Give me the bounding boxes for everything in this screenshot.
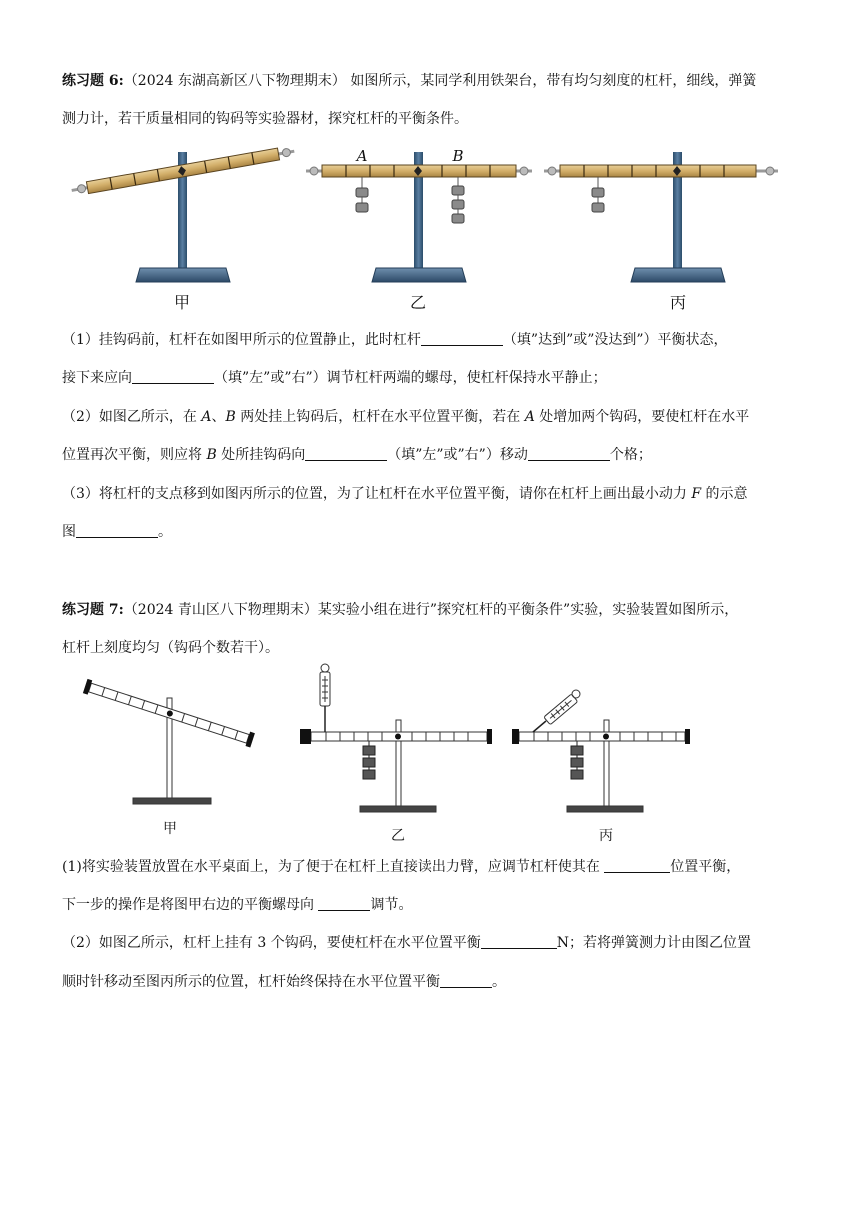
q6-p2-text-e: 处所挂钩码向 (216, 447, 306, 463)
q7-blank-4[interactable] (440, 973, 492, 988)
q7-yi-spring-scale (320, 664, 330, 732)
q7-p2-text-a: （2）如图乙所示，杠杆上挂有 3 个钩码，要使杠杆在水平位置平衡 (62, 935, 481, 951)
q6-p2-a2: A (524, 409, 535, 425)
q6-p1-text-b: （填”达到”或”没达到”）平衡状态， (502, 332, 728, 348)
q6-p1-text-d: （填”左”或”右”）调节杠杆两端的螺母，使杠杆保持水平静止； (214, 370, 607, 386)
q7-yi-weights (363, 741, 375, 779)
q6-p2-a: A (201, 409, 212, 425)
q7-blank-1[interactable] (604, 858, 670, 873)
q7-caption-jia: 甲 (163, 821, 177, 837)
q6-p2-text-d: 位置再次平衡，则应将 (62, 447, 207, 463)
q6-p2-b: B (225, 409, 236, 425)
q6-p3-text-a: （3）将杠杆的支点移到如图丙所示的位置，为了让杠杆在水平位置平衡，请你在杠杆上画出最小动力 (62, 486, 692, 502)
q7-bing-weights (571, 741, 583, 779)
q7-part2-line-2 (62, 972, 506, 992)
q6-p2-text-f: （填”左”或”右”）移动 (387, 447, 528, 463)
q7-p1-text-b: 位置平衡， (670, 859, 741, 875)
q7-p1-text-c: 下一步的操作是将图甲右边的平衡螺母向 (62, 897, 319, 913)
q6-caption-yi: 乙 (409, 293, 426, 312)
q7-bing-spring-scale (533, 690, 580, 732)
q7-intro-1: （2024 青山区八下物理期末）某实验小组在进行”探究杠杆的平衡条件”实验，实验装置如图所示， (123, 602, 739, 618)
q7-p2-text-d: 。 (492, 974, 506, 990)
q6-p2-b2: B (206, 447, 217, 463)
q6-p2-sep: 、 (211, 409, 226, 425)
q7-blank-2[interactable] (318, 896, 370, 911)
q6-p1-text-c: 接下来应向 (62, 370, 132, 386)
q7-p1-text-a: (1)将实验装置放置在水平桌面上，为了便于在杠杆上直接读出力臂，应调节杠杆使其在 (62, 859, 605, 875)
q7-label: 练习题 7: (62, 602, 124, 618)
q6-intro-1: （2024 东湖高新区八下物理期末） 如图所示，某同学利用铁架台，带有均匀刻度的杠杆，细线，弹簧 (123, 73, 757, 89)
q6-label: 练习题 6: (62, 73, 124, 89)
q6-p3-text-d: 。 (158, 524, 172, 540)
q6-p2-text-g: 个格； (609, 447, 652, 463)
q6-intro-2: 测力计，若干质量相同的钩码等实验器材，探究杠杆的平衡条件。 (62, 111, 468, 127)
q6-p1-text-a: （1）挂钩码前，杠杆在如图甲所示的位置静止，此时杠杆 (62, 332, 421, 348)
q6-p2-text-a: （2）如图乙所示，在 (62, 409, 202, 425)
q7-part1-line-1 (62, 857, 740, 877)
q7-p1-text-d: 调节。 (370, 897, 413, 913)
q6-p2-text-c: 处增加两个钩码，要使杠杆在水平 (534, 409, 750, 425)
q7-p2-text-b: N；若将弹簧测力计由图乙位置 (556, 935, 751, 951)
q7-part2-line-1 (62, 933, 751, 953)
q6-p3-text-b: 的示意 (701, 486, 748, 502)
q6-caption-jia: 甲 (173, 293, 190, 312)
q6-point-b: B (452, 147, 464, 165)
q7-intro-2: 杠杆上刻度均匀（钩码个数若干）。 (62, 640, 279, 656)
q6-caption-bing: 丙 (669, 293, 686, 312)
q6-p2-text-b: 两处挂上钩码后，杠杆在水平位置平衡，若在 (235, 409, 525, 425)
q7-bing-lever (512, 729, 690, 744)
q7-blank-3[interactable] (481, 934, 557, 949)
q6-point-a: A (356, 147, 368, 165)
q7-part1-line-2 (62, 895, 412, 915)
q7-p2-text-c: 顺时针移动至图丙所示的位置，杠杆始终保持在水平位置平衡 (62, 974, 440, 990)
q6-p3-force: F (691, 486, 702, 502)
q7-caption-bing: 丙 (599, 828, 613, 844)
q6-p3-text-c: 图 (62, 524, 76, 540)
q7-caption-yi: 乙 (391, 828, 405, 844)
